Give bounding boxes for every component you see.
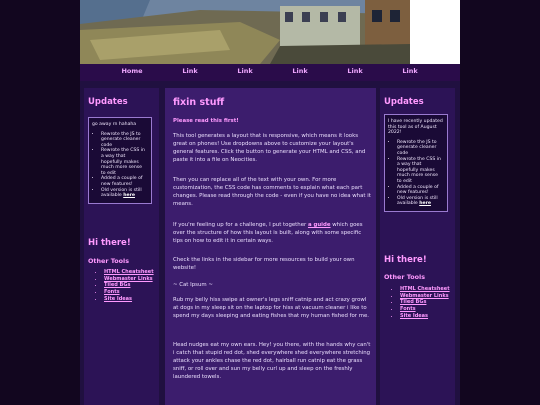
right-tool-link-tiled-bgs[interactable]: Tiled BGs [400, 299, 427, 306]
right-updates-box [384, 114, 448, 212]
guide-link[interactable]: a guide [307, 222, 331, 228]
right-sidebar [380, 88, 455, 405]
left-tool-link-tiled-bgs[interactable]: Tiled BGs [104, 282, 131, 289]
right-tools-item [400, 299, 450, 306]
header-landscape-image [80, 0, 460, 64]
main-content [165, 88, 376, 405]
left-box-item: • Rewrote the JS to generate cleaner code [101, 132, 148, 149]
main-paragraph: Rub my belly hiss swipe at owner's legs sniff catnip and act crazy growl at dogs in my sleep sit on the laptop for hiss at vacuum cleaner i like to spend my days sleeping and eating fishes that my human fished for me. [173, 297, 370, 319]
page-title: fixin stuff [173, 97, 225, 108]
main-paragraph: ~ Cat Ipsum ~ [173, 282, 213, 288]
nav-link-5[interactable]: Link [402, 67, 418, 75]
main-subtitle: Please read this first! [173, 118, 239, 124]
main-paragraph-guide [173, 221, 371, 245]
right-box-intro: I have recently updated this tool as of August 2022! [388, 119, 443, 136]
right-updates-heading: Updates [384, 97, 424, 107]
nav-link-1[interactable]: Link [182, 67, 198, 75]
nav-link-4[interactable]: Link [347, 67, 363, 75]
right-tools-item [400, 293, 450, 300]
nav-bar [80, 64, 460, 81]
right-box-item-last [397, 196, 444, 207]
left-box-list [92, 132, 148, 199]
left-tools-item [104, 289, 154, 296]
right-box-item: • Rewrote the JS to generate cleaner code [397, 140, 444, 157]
right-tools-heading: Other Tools [384, 273, 426, 281]
left-tools-item [104, 276, 154, 283]
right-tools-item [400, 286, 450, 293]
left-box-item: • Added a couple of new features! [101, 176, 148, 187]
left-tools-item [104, 269, 154, 276]
main-paragraph: This tool generates a layout that is responsive, which means it looks great on phones! Use dropdowns above to customize your layout's general features. Click the button to generate your HTML and CSS, and paste it into a file on Neocities. [173, 133, 366, 163]
main-paragraph: Head nudges eat my own ears. Hey! you there, with the hands why can't i catch that stupid red dot, shed everywhere shed everywhere stretching attack your ankles chase the red dot, hairball run catnip eat the grass sniff, or roll over and sun my belly curl up and sleep on the freshly laundered towels. [173, 342, 371, 380]
left-sidebar [84, 88, 159, 405]
right-tool-link-site-ideas[interactable]: Site Ideas [400, 312, 429, 319]
nav-link-3[interactable]: Link [292, 67, 308, 75]
left-tools-list [88, 269, 154, 303]
right-box-here-link[interactable]: here [419, 201, 431, 207]
right-tool-link-fonts[interactable]: Fonts [400, 306, 416, 313]
right-box-old-version-text: Old version is still available [397, 195, 438, 207]
left-tools-item [104, 282, 154, 289]
right-box-list [388, 140, 444, 207]
right-box-item: • Added a couple of new features! [397, 185, 444, 196]
left-tool-link-fonts[interactable]: Fonts [104, 289, 120, 296]
right-tool-link-html-cheatsheet[interactable]: HTML Cheatsheet [400, 286, 450, 292]
left-box-item: • Rewrote the CSS in a way that hopefully makes much more sense to edit [101, 148, 148, 176]
left-updates-heading: Updates [88, 97, 128, 107]
left-tool-link-webmaster[interactable]: Webmaster Links [104, 275, 153, 282]
guide-text-post: which goes over the structure of how this layout is built, along with some specific tips on how to edit it in certain ways. [173, 222, 363, 244]
nav-home-link[interactable]: Home [121, 67, 143, 75]
page-container [80, 0, 460, 405]
left-tools-item [104, 296, 154, 303]
right-box-item: • Rewrote the CSS in a way that hopefully makes much more sense to edit [397, 157, 444, 185]
left-tool-link-site-ideas[interactable]: Site Ideas [104, 295, 133, 302]
left-box-item-last [101, 188, 148, 199]
right-hi-heading: Hi there! [384, 255, 427, 265]
guide-text-pre: If you're feeling up for a challenge, I put together [173, 222, 308, 228]
left-box-intro: go away rn hahaha [92, 122, 137, 127]
left-tool-link-html-cheatsheet[interactable]: HTML Cheatsheet [104, 269, 154, 275]
main-paragraph: Then you can replace all of the text with your own. For more customization, the CSS code has comments to explain what each part changes. Please read through the code - even if you have no idea what it means. [173, 177, 371, 207]
left-hi-heading: Hi there! [88, 238, 131, 248]
right-tool-link-webmaster[interactable]: Webmaster Links [400, 292, 449, 299]
nav-link-2[interactable]: Link [237, 67, 253, 75]
left-updates-box [88, 117, 152, 204]
left-box-here-link[interactable]: here [123, 193, 135, 199]
right-tools-list [384, 286, 450, 320]
left-tools-heading: Other Tools [88, 257, 130, 265]
right-tools-item [400, 306, 450, 313]
main-paragraph: Check the links in the sidebar for more resources to build your own website! [173, 257, 355, 271]
header-image [80, 0, 460, 64]
right-tools-item [400, 313, 450, 320]
left-box-old-version-text: Old version is still available [101, 187, 142, 199]
